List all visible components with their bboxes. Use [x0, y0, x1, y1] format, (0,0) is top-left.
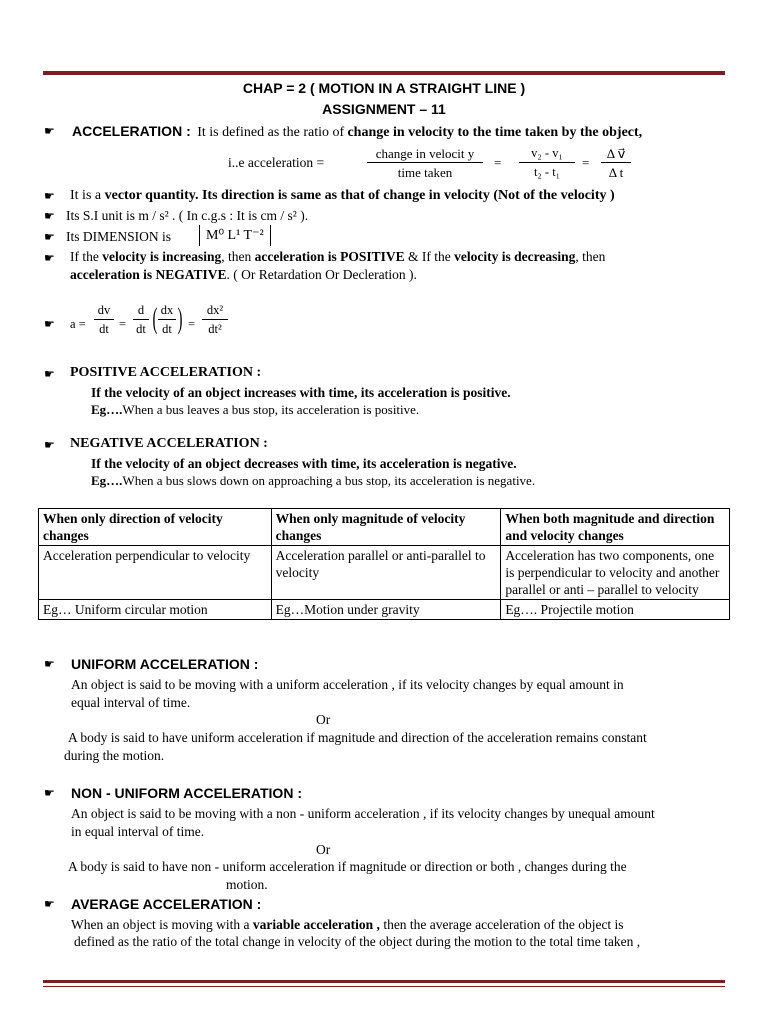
pointing-hand-icon: ☛ [44, 209, 55, 223]
formula-f1-num: change in velocit y [375, 146, 475, 161]
dimension-point: Its DIMENSION is [66, 229, 172, 244]
formula-lead: i..e acceleration = [228, 155, 325, 170]
si-unit-point: Its S.I unit is m / s² . ( In c.g.s : It is cm / s² ). [66, 208, 309, 223]
vector-quantity-point: It is a vector quantity. Its direction is same as that of change in velocity (Not of the velocity ) [70, 188, 615, 203]
acceleration-def-text: It is defined as the ratio of [197, 125, 345, 140]
pointing-hand-icon: ☛ [44, 897, 55, 911]
uniform-line-3: A body is said to have uniform acceleration if magnitude and direction of the acceleration remains constant [68, 730, 647, 745]
pointing-hand-icon: ☛ [44, 251, 55, 265]
table-row [39, 600, 730, 620]
table-header-row [39, 509, 730, 546]
chapter-title: CHAP = 2 ( MOTION IN A STRAIGHT LINE ) [242, 80, 526, 96]
nonuniform-heading: NON - UNIFORM ACCELERATION : [71, 785, 302, 801]
formula-f1-den: time taken [397, 165, 453, 180]
positive-text: If the velocity of an object increases with time, its acceleration is positive. [91, 385, 511, 400]
uniform-heading: UNIFORM ACCELERATION : [71, 656, 259, 672]
table-cell: Eg… Uniform circular motion [39, 600, 272, 620]
pointing-hand-icon: ☛ [44, 317, 55, 331]
pointing-hand-icon: ☛ [44, 124, 55, 138]
positive-example: Eg….When a bus leaves a bus stop, its acceleration is positive. [91, 402, 420, 417]
equals-sign: = [494, 155, 502, 170]
formula-fraction-2 [519, 147, 575, 178]
uniform-line-1: An object is said to be moving with a uniform acceleration , if its velocity changes by equal amount in [71, 677, 624, 692]
average-line-2: defined as the ratio of the total change in velocity of the object during the motion to the total time taken , [74, 934, 641, 949]
negative-example: Eg….When a bus slows down on approaching a bus stop, its acceleration is negative. [91, 473, 536, 488]
velocity-increase-point: If the velocity is increasing, then acceleration is POSITIVE & If the velocity is decreasing, then [70, 249, 606, 264]
velocity-decrease-line: acceleration is NEGATIVE. ( Or Retardation Or Decleration ). [70, 267, 417, 282]
uniform-or: Or [316, 712, 331, 727]
formula-f3-num: Δ v⃗ [606, 146, 626, 161]
top-rule [43, 71, 725, 75]
nonuniform-line-1: An object is said to be moving with a non - uniform acceleration , if its velocity changes by unequal amount [71, 806, 655, 821]
acceleration-heading: ACCELERATION : [72, 123, 191, 139]
formula-f2-den: t₂ - t₁ [533, 164, 561, 179]
negative-text: If the velocity of an object decreases with time, its acceleration is negative. [91, 456, 517, 471]
formula-fraction-3 [601, 147, 631, 179]
table-cell: Eg…. Projectile motion [501, 600, 730, 620]
nonuniform-line-2: in equal interval of time. [71, 824, 205, 839]
pointing-hand-icon: ☛ [44, 230, 55, 244]
table-cell: Acceleration perpendicular to velocity [39, 546, 272, 600]
acceleration-def-bold: change in velocity to the time taken by the object, [347, 125, 643, 140]
formula-f2-num: v₂ - v₁ [531, 146, 563, 160]
assignment-title: ASSIGNMENT – 11 [322, 101, 446, 117]
pointing-hand-icon: ☛ [44, 657, 55, 671]
formula-fraction-1 [367, 147, 483, 179]
nonuniform-line-3: A body is said to have non - uniform acceleration if magnitude or direction or both , changes during the [68, 859, 627, 874]
uniform-line-4: during the motion. [64, 748, 165, 763]
table-header-cell: When only magnitude of velocity changes [271, 509, 501, 546]
table-cell: Acceleration has two components, one is perpendicular to velocity and another parallel or anti – parallel to velocity [501, 546, 730, 600]
nonuniform-or: Or [316, 842, 331, 857]
acceleration-definition [72, 123, 642, 141]
table-header-cell: When both magnitude and direction and velocity changes [501, 509, 730, 546]
average-line-1: When an object is moving with a variable acceleration , then the average acceleration of the object is [71, 917, 624, 932]
bottom-rule-thin [43, 986, 725, 987]
pointing-hand-icon: ☛ [44, 189, 55, 203]
average-heading: AVERAGE ACCELERATION : [71, 896, 262, 912]
bottom-rule-thick [43, 980, 725, 983]
table-row [39, 546, 730, 600]
formula-f3-den: Δ t [608, 165, 624, 180]
positive-heading: POSITIVE ACCELERATION : [70, 365, 262, 380]
table-header-cell: When only direction of velocity changes [39, 509, 272, 546]
dimension-value: M⁰ L¹ T⁻² [199, 225, 271, 246]
acceleration-comparison-table [38, 508, 730, 620]
negative-heading: NEGATIVE ACCELERATION : [70, 436, 268, 451]
table-cell: Acceleration parallel or anti-parallel to velocity [271, 546, 501, 600]
equals-sign: = [582, 155, 590, 170]
pointing-hand-icon: ☛ [44, 367, 55, 381]
pointing-hand-icon: ☛ [44, 438, 55, 452]
nonuniform-line-4: motion. [226, 877, 268, 892]
derivative-formula: a = dv dt = d dt ( dx dt ) = dx² dt² [70, 304, 240, 344]
uniform-line-2: equal interval of time. [71, 695, 191, 710]
pointing-hand-icon: ☛ [44, 786, 55, 800]
table-cell: Eg…Motion under gravity [271, 600, 501, 620]
